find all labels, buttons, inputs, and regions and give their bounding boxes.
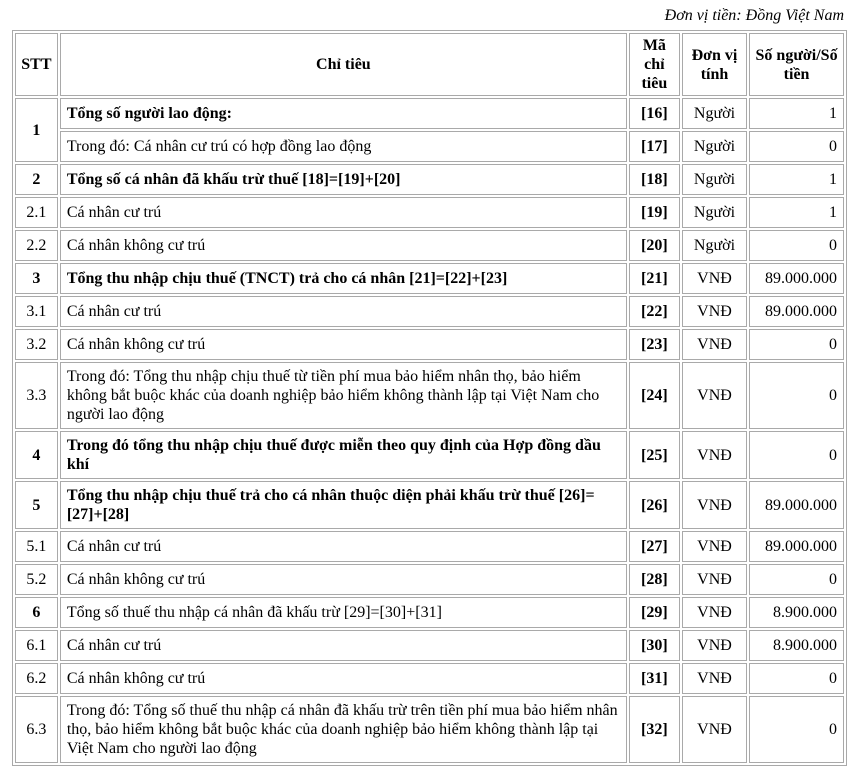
table-header-row <box>15 33 844 96</box>
amount-value-cell: 0 <box>749 230 844 261</box>
amount-value-cell: 0 <box>749 362 844 429</box>
stt-cell: 5.1 <box>15 531 58 562</box>
criteria-label-cell: Trong đó tổng thu nhập chịu thuế được miễn theo quy định của Hợp đồng dầu khí <box>60 431 627 479</box>
col-header-so-nguoi-so-tien: Số người/Số tiền <box>749 33 844 96</box>
col-header-ma-chi-tieu: Mã chỉ tiêu <box>629 33 680 96</box>
amount-value-cell: 89.000.000 <box>749 481 844 529</box>
amount-value-cell: 8.900.000 <box>749 597 844 628</box>
criteria-code-cell: [17] <box>629 131 680 162</box>
criteria-code-cell: [19] <box>629 197 680 228</box>
stt-cell: 6.1 <box>15 630 58 661</box>
stt-cell: 5.2 <box>15 564 58 595</box>
criteria-label-cell: Tổng thu nhập chịu thuế (TNCT) trả cho cá nhân [21]=[22]+[23] <box>60 263 627 294</box>
stt-cell: 3.1 <box>15 296 58 327</box>
table-row <box>15 663 844 694</box>
criteria-code-cell: [18] <box>629 164 680 195</box>
unit-cell: VNĐ <box>682 431 747 479</box>
table-row <box>15 531 844 562</box>
unit-cell: Người <box>682 197 747 228</box>
table-row <box>15 197 844 228</box>
criteria-label-cell: Cá nhân cư trú <box>60 531 627 562</box>
table-row <box>15 630 844 661</box>
criteria-code-cell: [31] <box>629 663 680 694</box>
tax-declaration-table <box>12 30 847 766</box>
unit-cell: VNĐ <box>682 696 747 763</box>
criteria-label-cell: Trong đó: Cá nhân cư trú có hợp đồng lao động <box>60 131 627 162</box>
criteria-label-cell: Cá nhân không cư trú <box>60 564 627 595</box>
criteria-code-cell: [24] <box>629 362 680 429</box>
amount-value-cell: 89.000.000 <box>749 531 844 562</box>
stt-cell: 1 <box>15 98 58 162</box>
unit-cell: VNĐ <box>682 597 747 628</box>
criteria-label-cell: Cá nhân cư trú <box>60 630 627 661</box>
criteria-code-cell: [25] <box>629 431 680 479</box>
criteria-label-cell: Trong đó: Tổng số thuế thu nhập cá nhân đã khấu trừ trên tiền phí mua bảo hiểm nhân thọ, bảo hiểm không bắt buộc khác của doanh nghiệp bảo hiểm không thành lập tại Việt Nam cho người lao động <box>60 696 627 763</box>
stt-cell: 2.1 <box>15 197 58 228</box>
table-row <box>15 597 844 628</box>
unit-cell: VNĐ <box>682 362 747 429</box>
amount-value-cell: 89.000.000 <box>749 263 844 294</box>
stt-cell: 2 <box>15 164 58 195</box>
unit-cell: VNĐ <box>682 296 747 327</box>
criteria-label-cell: Cá nhân không cư trú <box>60 230 627 261</box>
stt-cell: 4 <box>15 431 58 479</box>
criteria-label-cell: Cá nhân không cư trú <box>60 663 627 694</box>
criteria-code-cell: [26] <box>629 481 680 529</box>
amount-value-cell: 0 <box>749 431 844 479</box>
amount-value-cell: 1 <box>749 98 844 129</box>
stt-cell: 6 <box>15 597 58 628</box>
criteria-label-cell: Tổng số thuế thu nhập cá nhân đã khấu trừ [29]=[30]+[31] <box>60 597 627 628</box>
criteria-code-cell: [29] <box>629 597 680 628</box>
table-row <box>15 362 844 429</box>
criteria-label-cell: Cá nhân không cư trú <box>60 329 627 360</box>
amount-value-cell: 0 <box>749 696 844 763</box>
amount-value-cell: 1 <box>749 197 844 228</box>
criteria-code-cell: [23] <box>629 329 680 360</box>
amount-value-cell: 0 <box>749 131 844 162</box>
unit-cell: VNĐ <box>682 329 747 360</box>
currency-unit-note: Đơn vị tiền: Đồng Việt Nam <box>664 7 844 24</box>
table-row <box>15 696 844 763</box>
unit-cell: VNĐ <box>682 564 747 595</box>
unit-cell: VNĐ <box>682 263 747 294</box>
unit-cell: Người <box>682 98 747 129</box>
unit-cell: Người <box>682 131 747 162</box>
criteria-label-cell: Cá nhân cư trú <box>60 197 627 228</box>
stt-cell: 3.3 <box>15 362 58 429</box>
amount-value-cell: 89.000.000 <box>749 296 844 327</box>
table-row <box>15 131 844 162</box>
criteria-code-cell: [22] <box>629 296 680 327</box>
table-row <box>15 564 844 595</box>
table-row <box>15 164 844 195</box>
col-header-stt: STT <box>15 33 58 96</box>
table-body <box>15 98 844 763</box>
table-row <box>15 329 844 360</box>
criteria-code-cell: [27] <box>629 531 680 562</box>
criteria-code-cell: [21] <box>629 263 680 294</box>
unit-cell: Người <box>682 164 747 195</box>
stt-cell: 5 <box>15 481 58 529</box>
criteria-label-cell: Tổng số người lao động: <box>60 98 627 129</box>
criteria-code-cell: [28] <box>629 564 680 595</box>
amount-value-cell: 0 <box>749 329 844 360</box>
stt-cell: 2.2 <box>15 230 58 261</box>
unit-cell: VNĐ <box>682 663 747 694</box>
col-header-chi-tieu: Chỉ tiêu <box>60 33 627 96</box>
stt-cell: 3 <box>15 263 58 294</box>
criteria-code-cell: [32] <box>629 696 680 763</box>
amount-value-cell: 0 <box>749 564 844 595</box>
criteria-code-cell: [30] <box>629 630 680 661</box>
criteria-label-cell: Tổng số cá nhân đã khấu trừ thuế [18]=[19]+[20] <box>60 164 627 195</box>
table-row <box>15 481 844 529</box>
table-row <box>15 98 844 129</box>
table-row <box>15 296 844 327</box>
unit-cell: Người <box>682 230 747 261</box>
unit-cell: VNĐ <box>682 531 747 562</box>
criteria-label-cell: Cá nhân cư trú <box>60 296 627 327</box>
unit-cell: VNĐ <box>682 630 747 661</box>
criteria-label-cell: Trong đó: Tổng thu nhập chịu thuế từ tiền phí mua bảo hiểm nhân thọ, bảo hiểm không bắt buộc khác của doanh nghiệp bảo hiểm không thành lập tại Việt Nam cho người lao động <box>60 362 627 429</box>
col-header-don-vi-tinh: Đơn vị tính <box>682 33 747 96</box>
amount-value-cell: 1 <box>749 164 844 195</box>
amount-value-cell: 0 <box>749 663 844 694</box>
table-row <box>15 263 844 294</box>
criteria-code-cell: [16] <box>629 98 680 129</box>
stt-cell: 6.3 <box>15 696 58 763</box>
stt-cell: 6.2 <box>15 663 58 694</box>
stt-cell: 3.2 <box>15 329 58 360</box>
table-row <box>15 431 844 479</box>
amount-value-cell: 8.900.000 <box>749 630 844 661</box>
criteria-code-cell: [20] <box>629 230 680 261</box>
criteria-label-cell: Tổng thu nhập chịu thuế trả cho cá nhân thuộc diện phải khấu trừ thuế [26]= [27]+[28] <box>60 481 627 529</box>
table-row <box>15 230 844 261</box>
unit-cell: VNĐ <box>682 481 747 529</box>
